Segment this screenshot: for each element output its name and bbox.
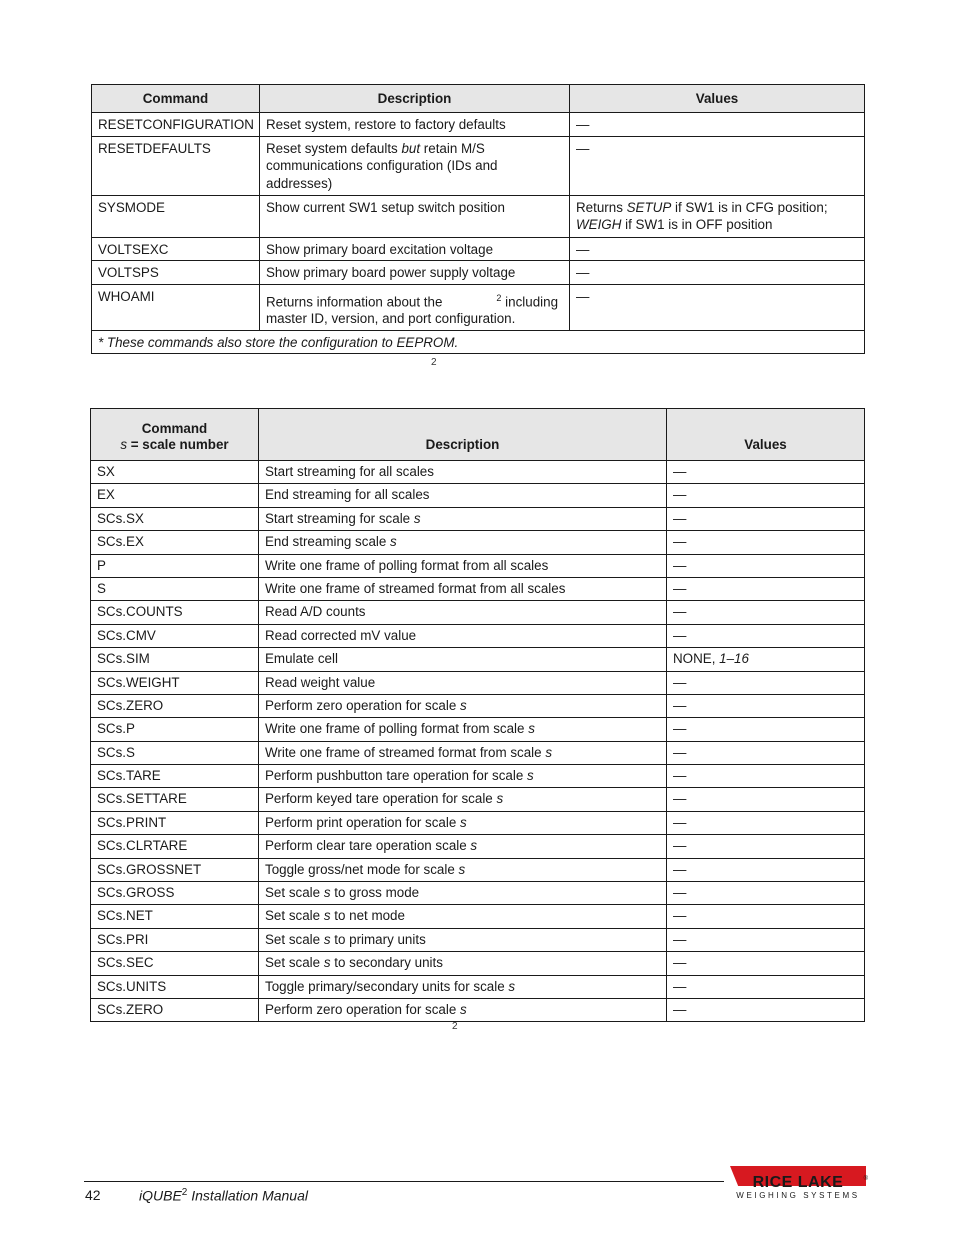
table-row xyxy=(91,741,865,764)
text-emphasis: s xyxy=(458,861,466,877)
cell-values xyxy=(667,835,865,858)
table-row xyxy=(92,113,865,137)
cell-values xyxy=(667,811,865,834)
header-description: Description xyxy=(260,85,570,113)
header-command xyxy=(91,409,259,461)
text: — xyxy=(673,464,687,479)
text: to net mode xyxy=(330,908,405,924)
text: Perform print operation for scale xyxy=(265,814,460,830)
text: including master ID, version, and port configuration. xyxy=(266,293,559,327)
text: Perform zero operation for scale xyxy=(265,1001,460,1017)
table-row xyxy=(91,671,865,694)
text: — xyxy=(673,885,687,901)
text: to secondary units xyxy=(330,955,443,971)
logo-name: RICE LAKE xyxy=(752,1174,844,1191)
logo-registered: ® xyxy=(863,1176,868,1182)
table-row xyxy=(91,765,865,788)
command-table-2 xyxy=(90,408,865,1022)
cell-command: SCs.EX xyxy=(91,531,259,554)
text: — xyxy=(673,744,687,760)
text: — xyxy=(673,768,687,784)
text: if SW1 is in CFG position; xyxy=(671,199,828,215)
cell-values: — xyxy=(570,113,865,137)
text-emphasis: s xyxy=(545,744,553,760)
header-command-line1: Command xyxy=(141,420,208,436)
text: Read weight value xyxy=(265,674,376,690)
table-row xyxy=(91,788,865,811)
cell-description xyxy=(259,671,667,694)
table-row xyxy=(91,811,865,834)
text: to gross mode xyxy=(330,885,420,901)
header-values: Values xyxy=(667,409,865,461)
cell-description: Reset system, restore to factory defaults xyxy=(260,113,570,137)
table-row xyxy=(91,601,865,624)
cell-command: SCs.ZERO xyxy=(91,998,259,1021)
text: — xyxy=(673,697,687,713)
text: — xyxy=(673,791,687,807)
text: Returns xyxy=(576,199,627,215)
table-row xyxy=(91,975,865,998)
cell-description xyxy=(259,975,667,998)
cell-values xyxy=(667,928,865,951)
logo-subtitle: WEIGHING SYSTEMS xyxy=(736,1191,860,1200)
cell-description xyxy=(259,507,667,530)
text: — xyxy=(673,580,687,596)
text: Set scale xyxy=(265,908,324,924)
cell-command: VOLTSEXC xyxy=(92,237,260,261)
cell-description xyxy=(259,577,667,600)
text: Perform zero operation for scale xyxy=(265,697,460,713)
text: — xyxy=(673,557,687,573)
cell-values xyxy=(667,788,865,811)
text: — xyxy=(673,931,687,947)
cell-values xyxy=(667,765,865,788)
cell-description xyxy=(260,284,570,330)
text-emphasis: SETUP xyxy=(626,199,672,215)
cell-values xyxy=(570,195,865,237)
cell-values xyxy=(667,624,865,647)
text: to primary units xyxy=(330,931,426,947)
cell-description xyxy=(259,624,667,647)
table-row xyxy=(91,882,865,905)
text-emphasis: s xyxy=(390,534,397,550)
cell-command: SX xyxy=(91,461,259,484)
cell-values xyxy=(667,531,865,554)
cell-values xyxy=(667,507,865,530)
table-row xyxy=(91,858,865,881)
text: — xyxy=(673,1001,687,1017)
cell-command: SCs.ZERO xyxy=(91,694,259,717)
cell-description xyxy=(259,835,667,858)
manual-title xyxy=(139,1187,308,1204)
table-body xyxy=(91,461,865,1022)
text: — xyxy=(673,978,687,994)
cell-command: SCs.UNITS xyxy=(91,975,259,998)
text-emphasis: 1–16 xyxy=(719,651,749,667)
text-emphasis: s xyxy=(508,978,516,994)
cell-description xyxy=(259,952,667,975)
cell-values xyxy=(667,718,865,741)
text: Toggle gross/net mode for scale xyxy=(265,861,459,877)
cell-command: SCs.TARE xyxy=(91,765,259,788)
cell-description xyxy=(259,531,667,554)
cell-description xyxy=(259,882,667,905)
text-emphasis: but xyxy=(401,140,421,156)
text: Returns information about the xyxy=(266,293,443,309)
cell-command: SCs.GROSSNET xyxy=(91,858,259,881)
cell-command: WHOAMI xyxy=(92,284,260,330)
text: retain M/S communications configuration (IDs and addresses) xyxy=(266,140,498,191)
text: — xyxy=(673,861,687,877)
cell-command: SCs.GROSS xyxy=(91,882,259,905)
cell-description xyxy=(259,601,667,624)
text: Perform keyed tare operation for scale xyxy=(265,791,497,807)
text: Write one frame of streamed format from scale xyxy=(265,744,546,760)
cell-command: VOLTSPS xyxy=(92,261,260,285)
cell-command: RESETCONFIGURATION xyxy=(92,113,260,137)
table-row xyxy=(91,531,865,554)
text-emphasis: WEIGH xyxy=(576,217,622,232)
text: — xyxy=(673,814,687,830)
cell-values xyxy=(667,694,865,717)
text: Reset system defaults xyxy=(266,140,402,156)
text: — xyxy=(673,534,687,550)
table-row xyxy=(91,905,865,928)
cell-description xyxy=(259,694,667,717)
text-emphasis: s xyxy=(323,908,331,924)
text: — xyxy=(673,604,687,620)
table-row xyxy=(92,195,865,237)
text-emphasis: s xyxy=(323,955,331,971)
cell-values xyxy=(667,554,865,577)
command-table-1 xyxy=(91,84,865,354)
cell-command: SCs.SETTARE xyxy=(91,788,259,811)
text: — xyxy=(673,955,687,971)
text: End streaming for all scales xyxy=(265,487,430,503)
text: Start streaming for scale xyxy=(265,510,414,526)
cell-command: S xyxy=(91,577,259,600)
table-row xyxy=(91,484,865,507)
text: — xyxy=(673,627,687,643)
text: Read A/D counts xyxy=(265,604,366,620)
text: Emulate cell xyxy=(265,651,338,667)
text: Perform pushbutton tare operation for scale xyxy=(265,768,528,784)
cell-command: RESETDEFAULTS xyxy=(92,136,260,195)
cell-values: — xyxy=(570,237,865,261)
text-emphasis: s xyxy=(460,1001,467,1017)
cell-description xyxy=(259,998,667,1021)
cell-command: SCs.S xyxy=(91,741,259,764)
manual-title-text: Installation Manual xyxy=(187,1187,308,1204)
header-command-line2: = scale number xyxy=(127,436,229,452)
cell-values xyxy=(667,952,865,975)
table-row xyxy=(91,928,865,951)
table-row xyxy=(92,237,865,261)
cell-description xyxy=(259,484,667,507)
cell-values xyxy=(667,741,865,764)
cell-values xyxy=(667,601,865,624)
cell-values xyxy=(667,882,865,905)
cell-description: Show primary board power supply voltage xyxy=(260,261,570,285)
cell-values xyxy=(667,461,865,484)
cell-command: SCs.WEIGHT xyxy=(91,671,259,694)
cell-command: SCs.SIM xyxy=(91,648,259,671)
table-row xyxy=(91,554,865,577)
text: — xyxy=(673,908,687,924)
text: Set scale xyxy=(265,931,324,947)
footer-rule xyxy=(84,1181,724,1182)
cell-description xyxy=(259,741,667,764)
table-row xyxy=(91,952,865,975)
table-row xyxy=(91,648,865,671)
cell-command: EX xyxy=(91,484,259,507)
cell-values xyxy=(667,671,865,694)
superscript: 2 xyxy=(496,292,502,303)
cell-description xyxy=(259,858,667,881)
text: — xyxy=(673,838,687,854)
table-row xyxy=(91,507,865,530)
table-header-row xyxy=(91,409,865,461)
superscript: 2 xyxy=(181,1187,188,1198)
cell-description xyxy=(259,461,667,484)
text: Write one frame of polling format from all scales xyxy=(265,557,549,573)
header-command-emphasis: s xyxy=(120,436,128,452)
text: — xyxy=(673,510,687,526)
cell-values: — xyxy=(570,284,865,330)
cell-command: SCs.SEC xyxy=(91,952,259,975)
cell-values xyxy=(667,648,865,671)
cell-command: SCs.P xyxy=(91,718,259,741)
text: — xyxy=(673,721,687,737)
cell-command: SYSMODE xyxy=(92,195,260,237)
text: Set scale xyxy=(265,955,324,971)
text: Write one frame of streamed format from all scales xyxy=(265,580,566,596)
header-command: Command xyxy=(92,85,260,113)
cell-description xyxy=(259,554,667,577)
table-row xyxy=(91,577,865,600)
cell-description xyxy=(259,648,667,671)
text: — xyxy=(673,487,687,503)
text: if SW1 is in OFF position xyxy=(621,217,773,232)
cell-command: SCs.PRINT xyxy=(91,811,259,834)
cell-values: — xyxy=(570,261,865,285)
cell-command: SCs.NET xyxy=(91,905,259,928)
cell-command: SCs.CLRTARE xyxy=(91,835,259,858)
cell-description xyxy=(259,928,667,951)
text: Toggle primary/secondary units for scale xyxy=(265,978,509,994)
cell-values: — xyxy=(570,136,865,195)
table-row xyxy=(92,136,865,195)
cell-values xyxy=(667,998,865,1021)
table-row xyxy=(91,461,865,484)
rice-lake-logo xyxy=(730,1166,868,1202)
cell-description: Show current SW1 setup switch position xyxy=(260,195,570,237)
table-row xyxy=(91,718,865,741)
text-emphasis: s xyxy=(528,721,535,737)
cell-values xyxy=(667,975,865,998)
header-description: Description xyxy=(259,409,667,461)
cell-values xyxy=(667,858,865,881)
cell-description xyxy=(259,788,667,811)
cell-command: SCs.CMV xyxy=(91,624,259,647)
text-emphasis: s xyxy=(413,510,421,526)
text: NONE, xyxy=(673,651,720,667)
text-emphasis: s xyxy=(527,768,534,784)
table-row xyxy=(92,261,865,285)
cell-description xyxy=(259,718,667,741)
cell-description: Show primary board excitation voltage xyxy=(260,237,570,261)
text-emphasis: s xyxy=(323,885,331,901)
cell-command: SCs.PRI xyxy=(91,928,259,951)
text: Perform clear tare operation scale xyxy=(265,838,471,854)
table-row xyxy=(92,284,865,330)
text-emphasis: s xyxy=(323,931,331,947)
table-row xyxy=(91,694,865,717)
cell-description xyxy=(259,765,667,788)
cell-description xyxy=(259,905,667,928)
table-header-row xyxy=(92,85,865,113)
text: — xyxy=(673,674,687,690)
text-emphasis: s xyxy=(496,791,504,807)
table-note: * These commands also store the configuration to EEPROM. xyxy=(92,330,865,354)
header-values: Values xyxy=(570,85,865,113)
text: Write one frame of polling format from scale xyxy=(265,721,529,737)
table-note-row xyxy=(92,330,865,354)
cell-command: SCs.COUNTS xyxy=(91,601,259,624)
text: Start streaming for all scales xyxy=(265,464,434,479)
table-caption: 2 xyxy=(431,357,437,368)
page-number: 42 xyxy=(85,1187,101,1203)
cell-values xyxy=(667,577,865,600)
text-emphasis: s xyxy=(460,697,467,713)
text-emphasis: s xyxy=(470,838,478,854)
manual-title-text: iQUBE xyxy=(139,1187,182,1204)
cell-command: P xyxy=(91,554,259,577)
table-row xyxy=(91,998,865,1021)
table-row xyxy=(91,624,865,647)
table-row xyxy=(91,835,865,858)
table-caption: 2 xyxy=(452,1021,458,1032)
cell-command: SCs.SX xyxy=(91,507,259,530)
text: Read corrected mV value xyxy=(265,627,417,643)
cell-description xyxy=(260,136,570,195)
text-emphasis: s xyxy=(460,814,467,830)
cell-values xyxy=(667,905,865,928)
text: End streaming scale xyxy=(265,534,391,550)
cell-description xyxy=(259,811,667,834)
cell-values xyxy=(667,484,865,507)
text: Set scale xyxy=(265,885,324,901)
